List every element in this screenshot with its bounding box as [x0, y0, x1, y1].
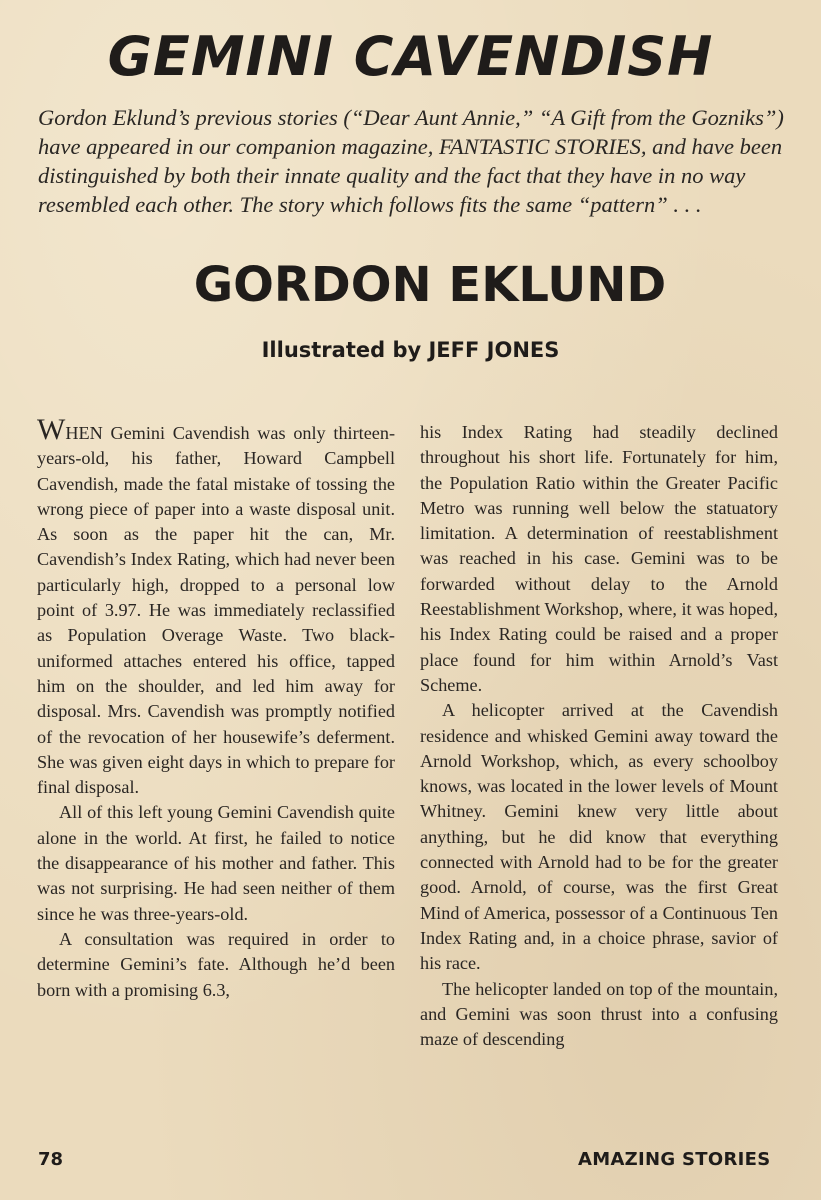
drop-cap: W — [37, 413, 66, 446]
paragraph: The helicopter landed on top of the mountain, and Gemini was soon thrust into a confusing maze of descending — [420, 978, 778, 1050]
text-column-right — [420, 420, 778, 1052]
magazine-name: AMAZING STORIES — [578, 1149, 771, 1170]
story-introduction: Gordon Eklund’s previous stories (“Dear Aunt Annie,” “A Gift from the Gozniks”) have appeared in our companion magazine, FANTASTIC STORIES, and have been distinguished by both their innate quality and the fact that they have in no way resembled each other. The story which follows fits the same “pattern” . . . — [38, 105, 784, 217]
paragraph: All of this left young Gemini Cavendish quite alone in the world. At first, he failed to notice the disappearance of his mother and father. This was not surprising. He had seen neither of them since he was three-years-old. — [37, 802, 395, 924]
paragraph: A consultation was required in order to determine Gemini’s fate. Although he’d been born with a promising 6.3, — [37, 928, 395, 1000]
page-number: 78 — [38, 1149, 64, 1170]
story-title: GEMINI CAVENDISH — [107, 25, 714, 88]
illustrator-credit: Illustrated by JEFF JONES — [261, 338, 560, 362]
paragraph-continued: his Index Rating had steadily declined throughout his short life. Fortunately for him, the Population Ratio within the Greater Pacific Metro was running well below the statuatory limitation. A determination of reestablishment was reached in his case. Gemini was to be forwarded without delay to the Arnold Reestablishment Workshop, where, it was hoped, his Index Rating could be raised and a proper place found for him within Arnold’s Vast Scheme. — [420, 422, 778, 695]
lead-in-small-caps: HEN — [65, 423, 103, 443]
paragraph-text: Gemini Cavendish was only thirteen-years-old, his father, Howard Campbell Cavendish, made the fatal mistake of tossing the wrong piece of paper into a waste disposal unit. As soon as the paper hit the can, Mr. Cavendish’s Index Rating, which had never been particularly high, dropped to a personal low point of 3.97. He was immediately reclassified as Population Overage Waste. Two black-uniformed attaches entered his office, tapped him on the shoulder, and led him away for disposal. Mrs. Cavendish was promptly notified of the revocation of her housewife’s deferment. She was given eight days in which to prepare for final disposal. — [37, 423, 395, 798]
paragraph: A helicopter arrived at the Cavendish residence and whisked Gemini away toward the Arnold Workshop, which, as every schoolboy knows, was located in the lower levels of Mount Whitney. Gemini knew very little about anything, but he did know that everything connected with Arnold had to be for the greater good. Arnold, of course, was the first Great Mind of America, possessor of a Continuous Ten Index Rating and, in a choice phrase, savior of his race. — [420, 700, 778, 974]
text-column-left — [37, 413, 395, 1003]
paragraph — [37, 413, 395, 800]
author-byline: GORDON EKLUND — [193, 257, 667, 313]
